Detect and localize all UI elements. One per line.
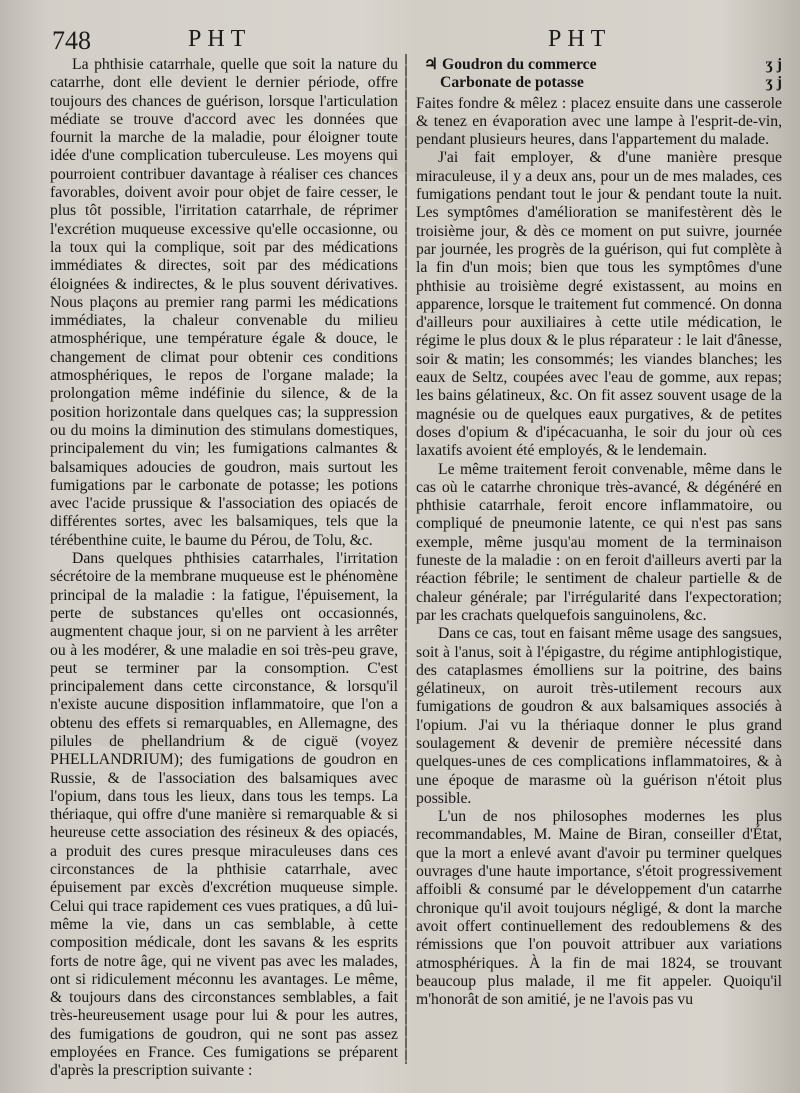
right-column: [416, 56, 782, 1056]
running-head-right: PHT: [548, 26, 612, 52]
recipe-symbol: ♃: [424, 56, 439, 73]
running-head-left: PHT: [188, 26, 252, 52]
recipe-quantity: ʒ j: [765, 74, 782, 92]
paragraph: Faites fondre & mêlez : placez ensuite dans une casserole & tenez en évaporation avec une lampe à l'esprit-de-vin, pendant plusieurs heures, dans l'appartement du malade.: [416, 94, 782, 149]
recipe-quantity: ʒ j: [765, 56, 782, 73]
left-column: [50, 56, 398, 1080]
paragraph: J'ai fait employer, & d'une manière presque miraculeuse, il y a deux ans, pour un de mes malades, ces fumigations pendant tout le jour & pendant toute la nuit. Les symptômes d'amélioration se manifestèrent dès le troisième jour, & dès ce moment on put suivre, journée par journée, les progrès de la guérison, qui fut complète à la fin d'un mois; bien que tous les symptômes d'une phthisie au troisième degré existassent, au moins en apparence, lorsque le traitement fut commencé. On donna d'ailleurs pour auxiliaires à cette utile médication, le régime le plus doux & le plus réparateur : le lait d'ânesse, soir & matin; les consommés; les viandes blanches; les eaux de Seltz, coupées avec l'eau de gomme, aux repas; les bains gélatineux, &c. On fit assez souvent usage de la magnésie ou de quelques eaux purgatives, & de petites doses d'opium & d'ipécacuanha, le soir du jour où ces laxatifs avoient été employés, & le lendemain.: [416, 149, 782, 460]
recipe-ingredient: Carbonate de potasse: [440, 74, 584, 92]
paragraph: Dans quelques phthisies catarrhales, l'irritation sécrétoire de la membrane muqueuse est le phénomène principal de la maladie : la fatigue, l'épuisement, la perte de substances qu'elles ont occasionnés, augmentent chaque jour, si on ne parvient à les arrêter ou à les modérer, & une maladie en soi très-peu grave, peut se terminer par la consomption. C'est principalement dans cette circonstance, & lorsqu'il n'existe aucune disposition inflammatoire, que l'on a obtenu des effets si remarquables, en Allemagne, des pilules de phellandrium & de ciguë (voyez PHELLANDRIUM); des fumigations de goudron en Russie, & de l'association des balsamiques avec l'opium, dans tous les lieux, dans tous les temps. La thériaque, qui offre d'une manière si remarquable & si heureuse cette association des résineux & des opiacés, a produit des cures presque miraculeuses dans ces circonstances de la phthisie catarrhale, avec épuisement par excès d'excrétion muqueuse simple. Celui qui trace rapidement ces vues pratiques, a dû lui-même la vie, dans un cas semblable, à cette composition médicale, dont les savans & les esprits forts de notre âge, qui ne vivent pas avec les malades, ont si ridiculement méconnu les avantages. Le même, & toujours dans des circonstances semblables, a fait très-heureusement usage pour lui & pour les autres, des fumigations de goudron, qui ne sont pas assez employées en France. Ces fumigations se préparent d'après la prescription suivante :: [50, 550, 398, 1080]
recipe-line: [416, 56, 782, 74]
page-number: 748: [52, 26, 91, 55]
recipe-ingredient: Goudron du commerce: [442, 56, 597, 73]
paragraph: Dans ce cas, tout en faisant même usage des sangsues, soit à l'anus, soit à l'épigastre, du régime antiphlogistique, des cataplasmes émolliens sur la poitrine, des bains gélatineux, on auroit très-utilement recours aux fumigations de goudron & aux balsamiques associés à l'opium. J'ai vu la thériaque donner le plus grand soulagement & devenir de première nécessité dans quelques-unes de ces complications inflammatoires, & à une époque de marasme où la guérison n'étoit plus possible.: [416, 625, 782, 807]
paragraph: L'un de nos philosophes modernes les plus recommandables, M. Maine de Biran, conseiller d'État, que la mort a enlevé avant d'avoir pu terminer quelques ouvrages d'une haute importance, s'étoit progressivement affoibli & consumé par le développement d'un catarrhe chronique qu'il avoit toujours négligé, & dont la marche avoit offert continuellement des redoublemens & des rémissions que l'on pouvoit attribuer aux variations atmosphériques. À la fin de mai 1824, se trouvant beaucoup plus malade, il me fit appeler. Quoiqu'il m'honorât de son amitié, je ne l'avois pas vu: [416, 808, 782, 1009]
paragraph: La phthisie catarrhale, quelle que soit la nature du catarrhe, dont elle devient le dernier période, offre toujours des chances de guérison, lorsque l'articulation médiate se trouve d'accord avec les données que fournit la marche de la maladie, pour éloigner toute idée d'une complication tuberculeuse. Les moyens qui pourroient contribuer davantage à réaliser ces chances favorables, doivent avoir pour objet de faire cesser, le plus tôt possible, l'irritation catarrhale, de réprimer l'excrétion muqueuse excessive qu'elle occasionne, ou la toux qui la complique, soit par des médications immédiates & directes, soit par des médications éloignées & indirectes, & le plus souvent dérivatives. Nous plaçons au premier rang parmi les médications immédiates, la chaleur convenable du milieu atmosphérique, une température égale & douce, le changement de climat pour obtenir ces conditions atmosphériques, le repos de l'organe malade; la prolongation même indéfinie du silence, & de la position horizontale dans quelques cas; la suppression ou du moins la diminution des stimulans domestiques, principalement du vin; les fumigations calmantes & balsamiques adoucies de goudron, mais surtout les fumigations par le carbonate de potasse; les potions avec l'acide prussique & l'association des opiacés de différentes sortes, avec les balsamiques, tels que la térébenthine cuite, le baume du Pérou, de Tolu, &c.: [50, 56, 398, 549]
recipe-block: [416, 56, 782, 93]
column-divider: [405, 54, 407, 1064]
paragraph: Le même traitement feroit convenable, même dans le cas où le catarrhe chronique très-avancé, & dégénéré en phthisie catarrhale, feroit encore inflammatoire, ou compliqué de pneumonie latente, ce qui n'est pas sans exemple, même jusqu'au moment de la terminaison funeste de la maladie : on en feroit d'ailleurs averti par la réaction fébrile; le sentiment de chaleur partielle & de chaleur générale; par l'irrégularité dans l'expectoration; par les crachats quelquefois sanguinolens, &c.: [416, 460, 782, 624]
recipe-line: [416, 74, 782, 92]
page-header: [48, 24, 778, 56]
